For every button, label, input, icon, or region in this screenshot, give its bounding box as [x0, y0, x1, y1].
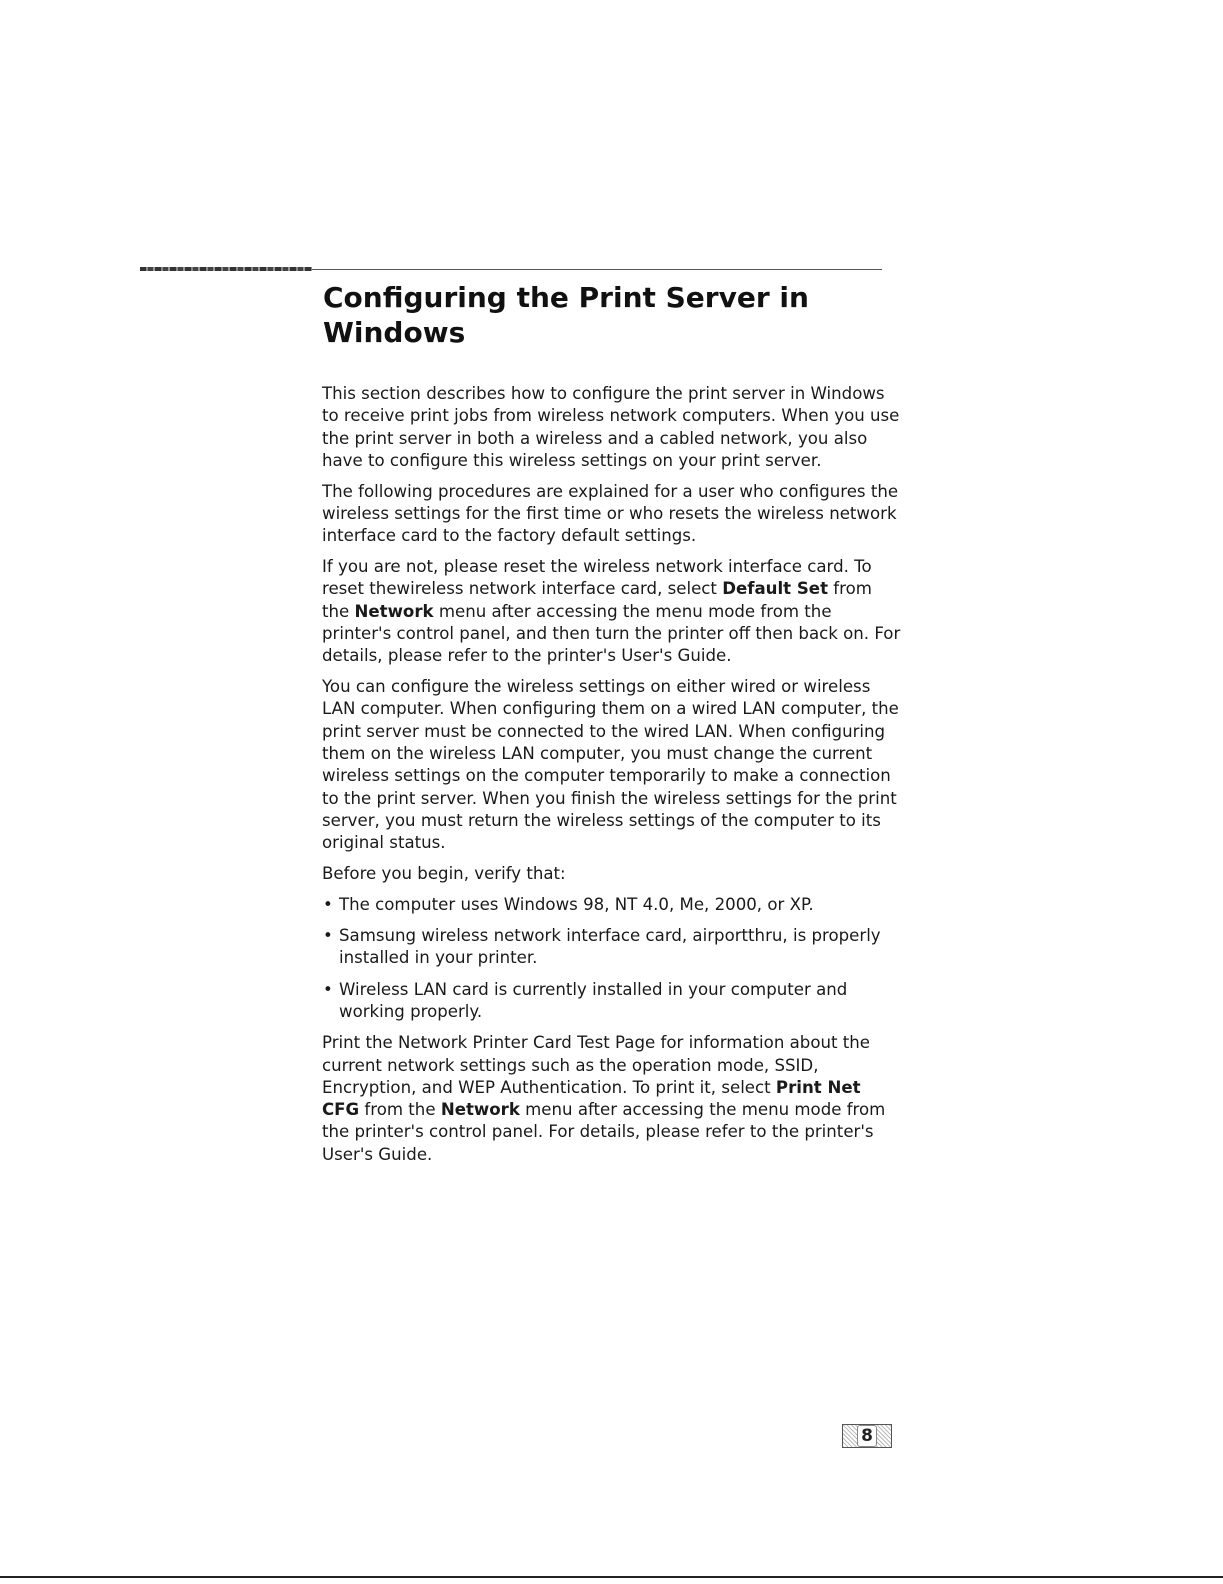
print-net-cfg-menu-term: Print Net CFG [322, 1077, 861, 1120]
body-text [322, 383, 902, 1175]
bottom-border [0, 1576, 1223, 1578]
page-number-badge [842, 1424, 892, 1448]
network-menu-term: Network [354, 601, 434, 621]
list-item: • Samsung wireless network interface card, airportthru, is properly installed in your printer. [322, 925, 902, 970]
test-page-paragraph: Print the Network Printer Card Test Page for information about the current network settings such as the operation mode, SSID, Encryption, and WEP Authentication. To print it, select Print Net CFG from the Network menu after accessing the menu mode from the printer's control panel. For details, please refer to the printer's User's Guide. [322, 1033, 886, 1164]
before-you-begin: Before you begin, verify that: [322, 863, 566, 883]
header-rule-decorative [140, 267, 312, 271]
list-item: • The computer uses Windows 98, NT 4.0, Me, 2000, or XP. [322, 894, 902, 916]
list-item: • Wireless LAN card is currently installed in your computer and working properly. [322, 979, 902, 1024]
header-rule [312, 269, 882, 270]
wired-wireless-paragraph: You can configure the wireless settings on either wired or wireless LAN computer. When configuring them on a wired LAN computer, the print server must be connected to the wired LAN. When configuring them on the wireless LAN computer, you must change the current wireless settings on the computer temporarily to make a connection to the print server. When you finish the wireless settings for the print server, you must return the wireless settings of the computer to its original status. [322, 677, 899, 853]
requirements-list [322, 894, 902, 1023]
page-number: 8 [857, 1425, 877, 1447]
reset-paragraph: If you are not, please reset the wireless network interface card. To reset thewireless network interface card, select Default Set from the Network menu after accessing the menu mode from the printer's control panel, and then turn the printer off then back on. For details, please refer to the printer's User's Guide. [322, 557, 901, 666]
procedure-scope-paragraph: The following procedures are explained for a user who configures the wireless settings for the first time or who resets the wireless network interface card to the factory default settings. [322, 481, 899, 546]
page-title: Configuring the Print Server in Windows [323, 281, 809, 349]
network-menu-term: Network [440, 1100, 520, 1120]
default-set-menu-term: Default Set [722, 579, 828, 599]
intro-paragraph: This section describes how to configure the print server in Windows to receive print jobs from wireless network computers. When you use the print server in both a wireless and a cabled network, you also have to configure this wireless settings on your print server. [322, 384, 900, 470]
